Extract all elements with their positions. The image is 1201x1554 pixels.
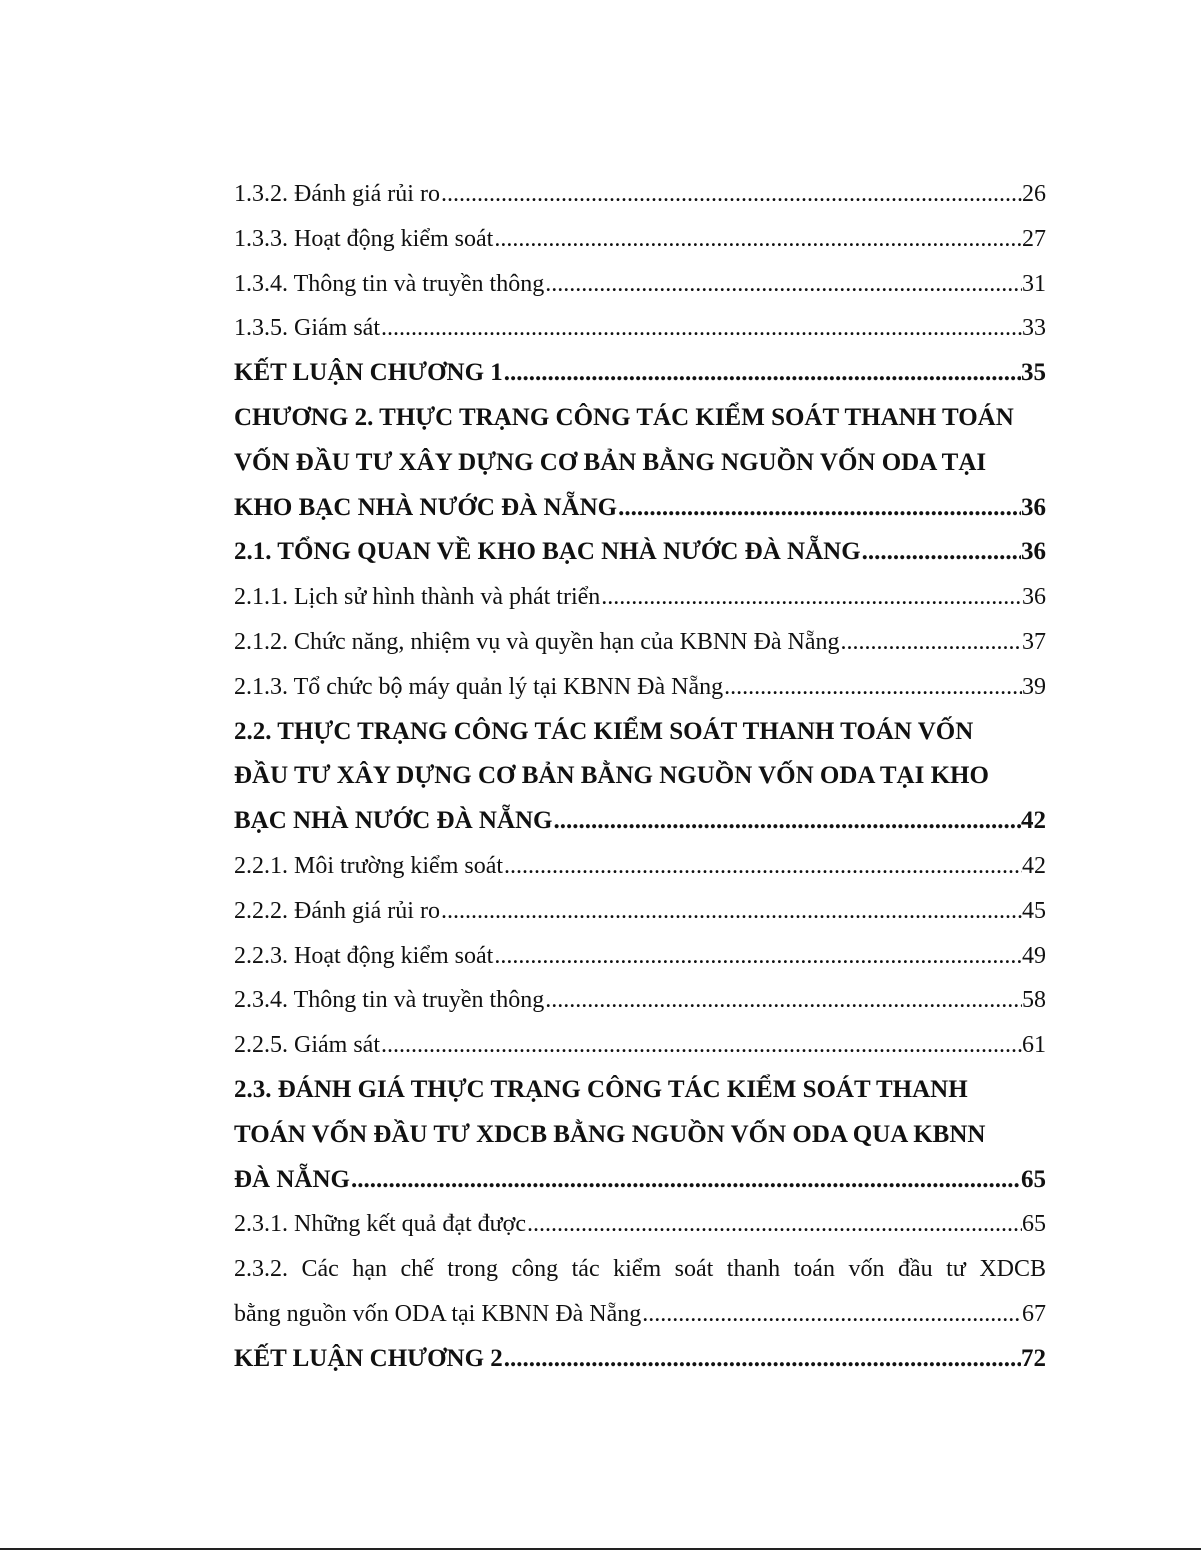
toc-entry-title-line-1: 2.2. THỰC TRẠNG CÔNG TÁC KIỂM SOÁT THANH TOÁN VỐN xyxy=(234,717,974,745)
toc-entry-title: ĐÀ NẴNG xyxy=(234,1165,350,1193)
toc-entry-2-2-3 xyxy=(234,934,1046,979)
toc-leader-dots xyxy=(380,1023,1022,1068)
toc-entry-title: 2.1.1. Lịch sử hình thành và phát triển xyxy=(234,584,601,611)
toc-leader-dots xyxy=(723,665,1022,710)
toc-entry-title: 2.1.3. Tổ chức bộ máy quản lý tại KBNN Đà Nẵng xyxy=(234,673,724,700)
toc-entry-chuong-2 xyxy=(234,396,1046,530)
toc-entry-2-1 xyxy=(234,530,1046,575)
toc-entry-title: 1.3.5. Giám sát xyxy=(234,315,380,342)
toc-entry-title: 2.3.1. Những kết quả đạt được xyxy=(234,1211,526,1238)
toc-entry-2-1-2 xyxy=(234,620,1046,665)
toc-entry-title: BẠC NHÀ NƯỚC ĐÀ NẴNG xyxy=(234,807,553,835)
toc-entry-last-line xyxy=(234,799,1046,844)
toc-leader-dots xyxy=(440,172,1022,217)
toc-leader-dots xyxy=(600,575,1022,620)
toc-entry-1-3-3 xyxy=(234,217,1046,262)
toc-page-number: 61 xyxy=(1022,1032,1046,1059)
toc-page-number: 42 xyxy=(1021,807,1046,835)
toc-entry-title: 1.3.2. Đánh giá rủi ro xyxy=(234,181,440,207)
toc-entry-title: bằng nguồn vốn ODA tại KBNN Đà Nẵng xyxy=(234,1300,642,1327)
toc-page-number: 36 xyxy=(1021,538,1046,566)
toc-entry-2-3-4 xyxy=(234,978,1046,1023)
toc-entry-title-line-2: TOÁN VỐN ĐẦU TƯ XDCB BẰNG NGUỒN VỐN ODA QUA KBNN xyxy=(234,1120,986,1148)
toc-entry-title: 2.2.3. Hoạt động kiểm soát xyxy=(234,942,494,969)
toc-leader-dots xyxy=(840,620,1022,665)
toc-entry-title-line-1: CHƯƠNG 2. THỰC TRẠNG CÔNG TÁC KIỂM SOÁT THANH TOÁN xyxy=(234,403,1014,431)
toc-entry-title: 1.3.4. Thông tin và truyền thông xyxy=(234,270,545,297)
toc-page-number: 33 xyxy=(1022,315,1046,342)
toc-entry-ket-luan-chuong-2 xyxy=(234,1337,1046,1382)
toc-entry-title: 2.2.2. Đánh giá rủi ro xyxy=(234,897,440,924)
toc-entry-title: KẾT LUẬN CHƯƠNG 2 xyxy=(234,1344,503,1372)
toc-entry-last-line xyxy=(234,486,1046,531)
toc-entry-1-3-2 xyxy=(234,172,1046,217)
toc-leader-dots xyxy=(380,306,1022,351)
toc-page-number: 39 xyxy=(1022,673,1046,700)
toc-entry-2-1-1 xyxy=(234,575,1046,620)
toc-leader-dots xyxy=(493,217,1022,262)
toc-entry-2-3-2 xyxy=(234,1247,1046,1337)
toc-entry-title-line-1: 2.3. ĐÁNH GIÁ THỰC TRẠNG CÔNG TÁC KIỂM SOÁT THANH xyxy=(234,1075,968,1103)
toc-entry-1-3-4 xyxy=(234,262,1046,307)
toc-page-number: 27 xyxy=(1022,225,1046,252)
toc-entry-last-line xyxy=(234,1292,1046,1337)
toc-leader-dots xyxy=(503,1337,1021,1382)
page-bottom-edge xyxy=(0,1548,1201,1550)
toc-entry-title: 2.3.4. Thông tin và truyền thông xyxy=(234,987,545,1014)
toc-page-number: 26 xyxy=(1022,181,1046,207)
table-of-contents xyxy=(234,172,1046,1382)
toc-entry-2-2 xyxy=(234,710,1046,844)
toc-page-number: 67 xyxy=(1022,1300,1046,1327)
toc-entry-title: 2.1.2. Chức năng, nhiệm vụ và quyền hạn của KBNN Đà Nẵng xyxy=(234,628,840,655)
toc-entry-ket-luan-chuong-1 xyxy=(234,351,1046,396)
toc-entry-2-2-5 xyxy=(234,1023,1046,1068)
toc-entry-title: KẾT LUẬN CHƯƠNG 1 xyxy=(234,359,503,387)
toc-entry-title: 2.1. TỔNG QUAN VỀ KHO BẠC NHÀ NƯỚC ĐÀ NẴNG xyxy=(234,538,861,566)
toc-entry-2-3-1 xyxy=(234,1202,1046,1247)
toc-leader-dots xyxy=(503,844,1022,889)
toc-entry-2-2-2 xyxy=(234,889,1046,934)
toc-entry-last-line xyxy=(234,1158,1046,1203)
toc-leader-dots xyxy=(440,889,1022,934)
toc-leader-dots xyxy=(553,799,1021,844)
toc-entry-1-3-5 xyxy=(234,306,1046,351)
toc-page-number: 36 xyxy=(1021,493,1046,521)
toc-entry-title: 2.2.1. Môi trường kiểm soát xyxy=(234,852,504,879)
toc-leader-dots xyxy=(493,934,1022,979)
toc-page-number: 58 xyxy=(1022,987,1046,1014)
toc-page-number: 36 xyxy=(1022,584,1046,611)
toc-entry-2-1-3 xyxy=(234,665,1046,710)
toc-page-number: 65 xyxy=(1022,1211,1046,1238)
toc-leader-dots xyxy=(350,1158,1021,1203)
toc-page-number: 42 xyxy=(1022,852,1046,879)
toc-entry-title: 2.2.5. Giám sát xyxy=(234,1032,380,1059)
toc-page-number: 35 xyxy=(1021,359,1046,387)
toc-entry-2-2-1 xyxy=(234,844,1046,889)
toc-entry-title: KHO BẠC NHÀ NƯỚC ĐÀ NẴNG xyxy=(234,493,618,521)
toc-page-number: 37 xyxy=(1022,628,1046,655)
toc-page-number: 31 xyxy=(1022,270,1046,297)
toc-leader-dots xyxy=(861,530,1021,575)
toc-leader-dots xyxy=(526,1202,1022,1247)
toc-page-number: 65 xyxy=(1021,1165,1046,1193)
toc-entry-title: 1.3.3. Hoạt động kiểm soát xyxy=(234,225,494,252)
toc-leader-dots xyxy=(544,978,1022,1023)
toc-leader-dots xyxy=(544,262,1022,307)
toc-entry-title-line-2: ĐẦU TƯ XÂY DỰNG CƠ BẢN BẰNG NGUỒN VỐN ODA TẠI KHO xyxy=(234,762,989,790)
toc-entry-2-3 xyxy=(234,1068,1046,1202)
toc-entry-title-line-1: 2.3.2. Các hạn chế trong công tác kiểm soát thanh toán vốn đầu tư XDCB xyxy=(234,1256,1046,1283)
toc-leader-dots xyxy=(503,351,1021,396)
toc-leader-dots xyxy=(617,486,1021,531)
toc-page-number: 72 xyxy=(1021,1344,1046,1372)
toc-page-number: 49 xyxy=(1022,942,1046,969)
toc-leader-dots xyxy=(641,1292,1022,1337)
toc-page-number: 45 xyxy=(1022,897,1046,924)
toc-entry-title-line-2: VỐN ĐẦU TƯ XÂY DỰNG CƠ BẢN BẰNG NGUỒN VỐN ODA TẠI xyxy=(234,448,987,476)
